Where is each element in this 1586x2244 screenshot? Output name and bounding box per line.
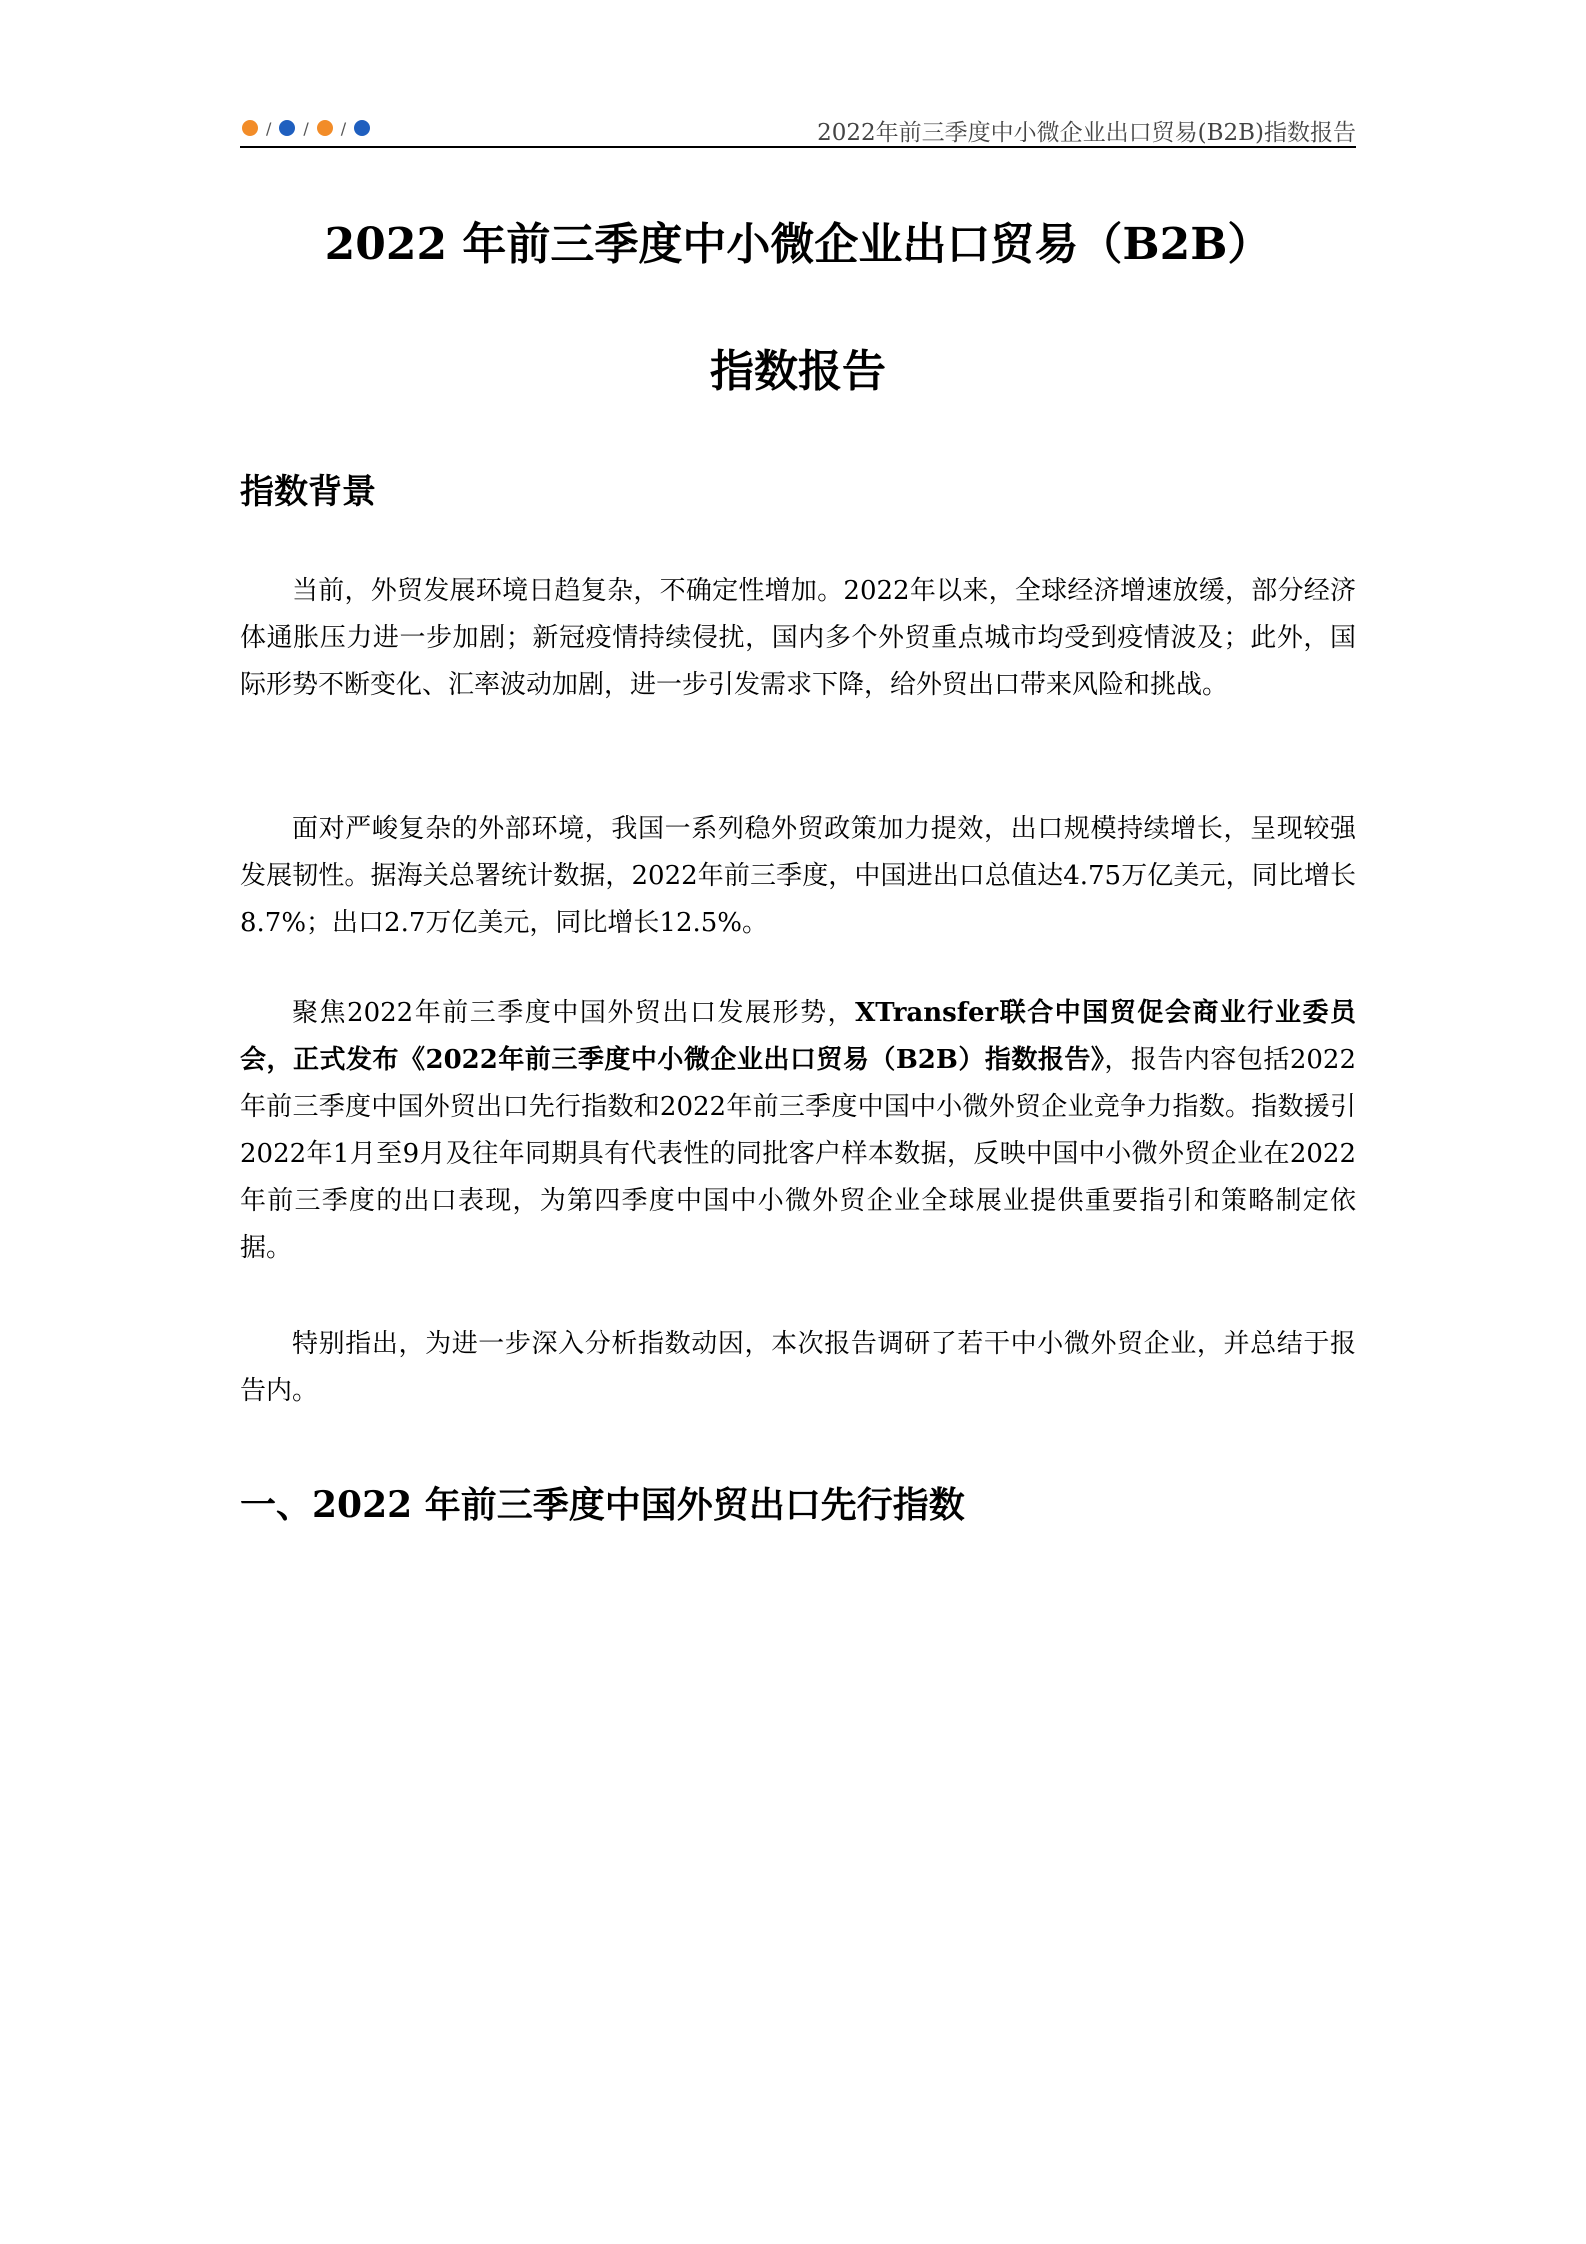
page-header [240,110,1356,148]
paragraph-background-2: 面对严峻复杂的外部环境，我国一系列稳外贸政策加力提效，出口规模持续增长，呈现较强发展韧性。据海关总署统计数据，2022年前三季度，中国进出口总值达4.75万亿美元，同比增长8.7%；出口2.7万亿美元，同比增长12.5%。 [240,814,1356,938]
document-title-line-2: 指数报告 [710,346,886,397]
slash-separator: / [340,118,347,138]
paragraph-3-suffix: ，报告内容包括2022年前三季度中国外贸出口先行指数和2022年前三季度中国中小微外贸企业竞争力指数。指数援引2022年1月至9月及往年同期具有代表性的同批客户样本数据，反映中国中小微外贸企业在2022年前三季度的出口表现，为第四季度中国中小微外贸企业全球展业提供重要指引和策略制定依据。 [240,1045,1356,1263]
header-dot-decoration [242,118,370,138]
paragraph-background-3 [240,990,1356,1272]
document-title-line-1: 2022 年前三季度中小微企业出口贸易（B2B） [324,219,1272,270]
orange-dot-icon [242,120,258,136]
header-report-title: 2022年前三季度中小微企业出口贸易(B2B)指数报告 [817,120,1356,146]
paragraph-3-prefix: 聚焦2022年前三季度中国外贸出口发展形势， [292,998,856,1028]
paragraph-background-1: 当前，外贸发展环境日趋复杂，不确定性增加。2022年以来，全球经济增速放缓，部分经济体通胀压力进一步加剧；新冠疫情持续侵扰，国内多个外贸重点城市均受到疫情波及；此外，国际形势不断变化、汇率波动加剧，进一步引发需求下降，给外贸出口带来风险和挑战。 [240,576,1356,700]
paragraph-3-bold-highlight: XTransfer联合中国贸促会商业行业委员会，正式发布《2022年前三季度中小微企业出口贸易（B2B）指数报告》 [240,998,1356,1075]
section-heading-background: 指数背景 [240,472,376,512]
section-heading-one: 一、2022 年前三季度中国外贸出口先行指数 [240,1484,965,1526]
slash-separator: / [303,118,309,138]
orange-dot-icon [317,120,333,136]
paragraph-background-4: 特别指出，为进一步深入分析指数动因，本次报告调研了若干中小微外贸企业，并总结于报告内。 [240,1329,1356,1406]
blue-dot-icon [279,120,295,136]
blue-dot-icon [354,120,370,136]
slash-separator: / [266,118,272,138]
